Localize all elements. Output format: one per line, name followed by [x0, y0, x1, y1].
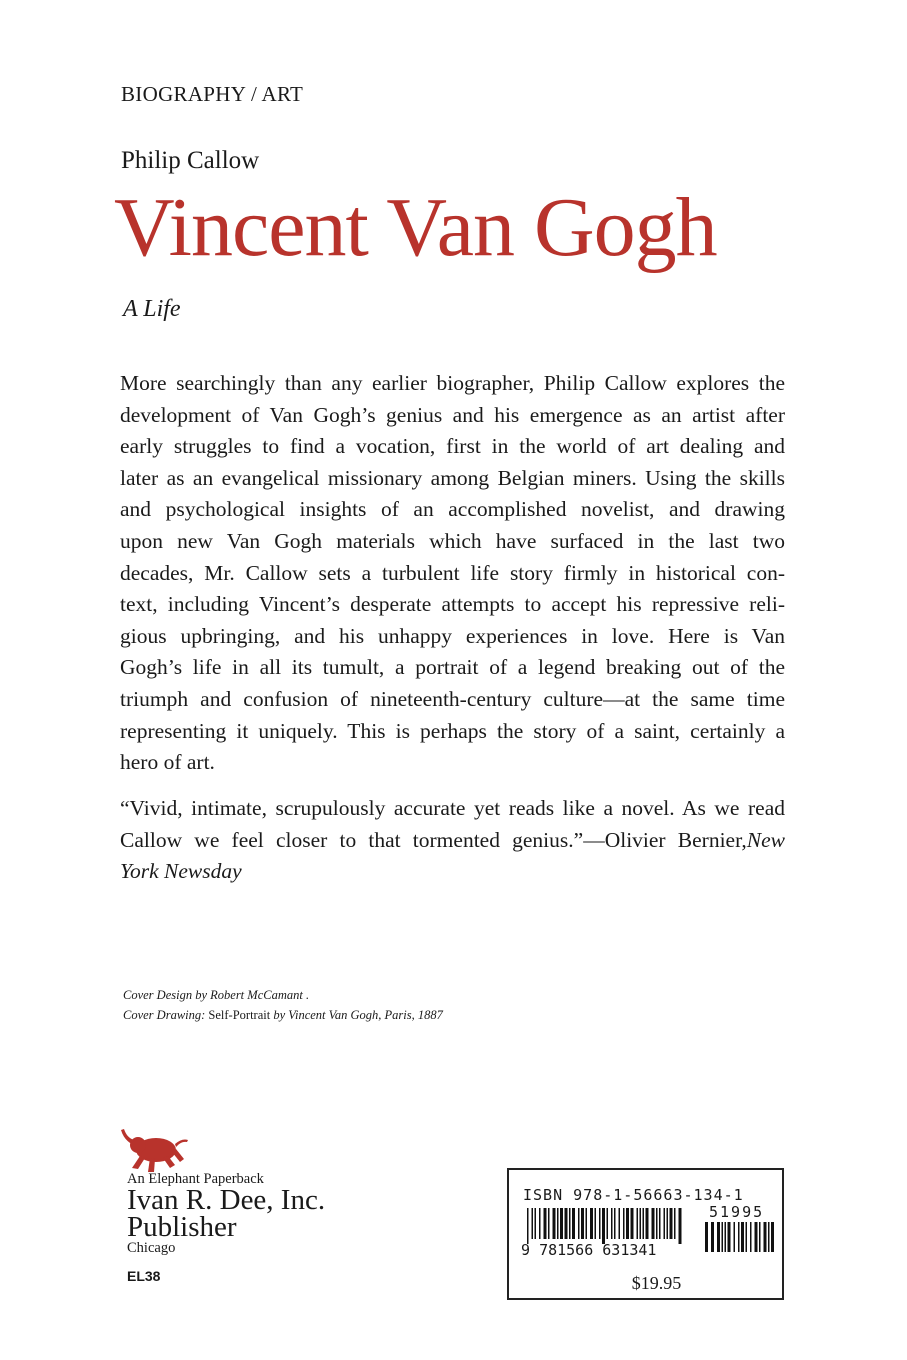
barcode-bar [674, 1208, 676, 1239]
blurb-line: development of Van Gogh’s genius and his emergence as an artist after [120, 402, 785, 427]
blurb-line: hero of art. [120, 750, 215, 775]
barcode-bar [602, 1208, 605, 1244]
barcode-lead-digit: 9 [521, 1241, 531, 1259]
barcode-addon-bar [717, 1222, 720, 1252]
publisher-block [127, 1172, 325, 1284]
barcode-bar [590, 1208, 593, 1239]
barcode-addon-bar [734, 1222, 736, 1252]
barcode-bar [578, 1208, 580, 1239]
review-quote [120, 793, 785, 888]
cover-drawing-artist: by Vincent Van Gogh, Paris, 1887 [273, 1008, 443, 1022]
barcode-bar [527, 1208, 529, 1244]
publisher-role: Publisher [127, 1211, 237, 1243]
blurb-line: text, including Vincent’s desperate attempts to accept his repressive reli- [120, 592, 785, 617]
barcode-bar [640, 1208, 642, 1239]
barcode-addon-bar [738, 1222, 740, 1252]
price: $19.95 [631, 1273, 682, 1293]
cover-drawing-label: Cover Drawing: [123, 1008, 206, 1022]
barcode-bar [565, 1208, 568, 1239]
cover-drawing-work: Self-Portrait [208, 1008, 271, 1022]
author-name: Philip Callow [121, 147, 260, 174]
barcode-bar [553, 1208, 556, 1239]
barcode-addon-bar [711, 1222, 714, 1252]
barcode-bar [548, 1208, 550, 1239]
quote-source: York Newsday [120, 859, 242, 884]
barcode-addon-bar [764, 1222, 767, 1252]
blurb-line: triumph and confusion of nineteenth-century culture—at the same time [120, 686, 785, 711]
barcode-bar [631, 1208, 634, 1239]
barcode-addon-bar [759, 1222, 761, 1252]
blurb-line: early struggles to find a vocation, first in the world of art dealing and [120, 434, 785, 459]
barcode-bar [560, 1208, 563, 1239]
barcode-bar [532, 1208, 534, 1239]
barcode-box [507, 1168, 784, 1300]
blurb-line: decades, Mr. Callow sets a turbulent life story firmly in historical con- [120, 560, 785, 585]
category-label: BIOGRAPHY / ART [121, 82, 304, 106]
barcode-bar [581, 1208, 584, 1239]
barcode-bar [586, 1208, 588, 1239]
barcode-bar [623, 1208, 625, 1239]
barcode-bar [569, 1208, 571, 1239]
blurb-line: later as an evangelical missionary among Belgian miners. Using the skills [120, 465, 785, 490]
barcode-bar [599, 1208, 601, 1239]
barcode-bar [670, 1208, 673, 1239]
blurb-line: More searchingly than any earlier biographer, Philip Callow explores the [120, 371, 785, 395]
blurb-line: Gogh’s life in all its tumult, a portrait of a legend breaking out of the [120, 655, 785, 680]
barcode-bar [664, 1208, 666, 1239]
book-subtitle: A Life [123, 296, 181, 322]
blurb-line: representing it uniquely. This is perhaps the story of a saint, certainly a [120, 718, 785, 743]
barcode-bar [667, 1208, 669, 1239]
publisher-name: Ivan R. Dee, Inc. [127, 1184, 326, 1216]
barcode-addon-bar [728, 1222, 731, 1252]
barcode-addon-bar [771, 1222, 774, 1252]
barcode-addon-bar [768, 1222, 770, 1252]
barcode-bar [557, 1208, 559, 1239]
barcode-digits: 781566 631341 [539, 1241, 657, 1259]
barcode-bar [595, 1208, 597, 1239]
catalog-code: EL38 [127, 1268, 161, 1284]
barcode-bar [539, 1208, 541, 1239]
barcode-addon-bar [750, 1222, 752, 1252]
barcode-bar [656, 1208, 658, 1239]
series-name: An Elephant Paperback [127, 1171, 264, 1187]
barcode-addon-bar [741, 1222, 744, 1252]
barcode-bar [643, 1208, 645, 1239]
barcode-addon-bar [746, 1222, 748, 1252]
blurb-line: upon new Van Gogh materials which have surfaced in the last two [120, 528, 785, 553]
quote-line: “Vivid, intimate, scrupulously accurate yet reads like a novel. As we read [120, 796, 785, 820]
barcode-bar [535, 1208, 537, 1239]
cover-design-credit: Cover Design by Robert McCamant . [123, 988, 310, 1002]
barcode-bar [607, 1208, 609, 1239]
barcode-bar [544, 1208, 547, 1239]
barcode-bar [614, 1208, 616, 1239]
barcode-addon-bar [725, 1222, 727, 1252]
barcode-bar [626, 1208, 629, 1239]
barcode-bar [572, 1208, 575, 1239]
publisher-city: Chicago [127, 1240, 176, 1256]
barcode-bar [611, 1208, 613, 1239]
barcode-bar [652, 1208, 655, 1239]
book-title: Vincent Van Gogh [114, 181, 717, 274]
blurb-line: and psychological insights of an accomplished novelist, and drawing [120, 497, 785, 522]
barcode-addon-bar [705, 1222, 708, 1252]
barcode-bar [646, 1208, 649, 1239]
price-code: 51995 [709, 1203, 765, 1221]
barcode-addon-bar [755, 1222, 758, 1252]
barcode-addon-bar [722, 1222, 724, 1252]
barcode-bar [679, 1208, 682, 1244]
barcode-bar [659, 1208, 661, 1239]
blurb-line: gious upbringing, and his unhappy experiences in love. Here is Van [120, 623, 785, 648]
blurb [120, 368, 785, 779]
barcode-bar [637, 1208, 639, 1239]
isbn: ISBN 978-1-56663-134-1 [523, 1186, 744, 1204]
barcode-bar [619, 1208, 621, 1239]
quote-line: Callow we feel closer to that tormented genius.”—Olivier Bernier, [120, 827, 747, 852]
cover-credits [123, 985, 443, 1025]
quote-source: New [746, 827, 785, 852]
